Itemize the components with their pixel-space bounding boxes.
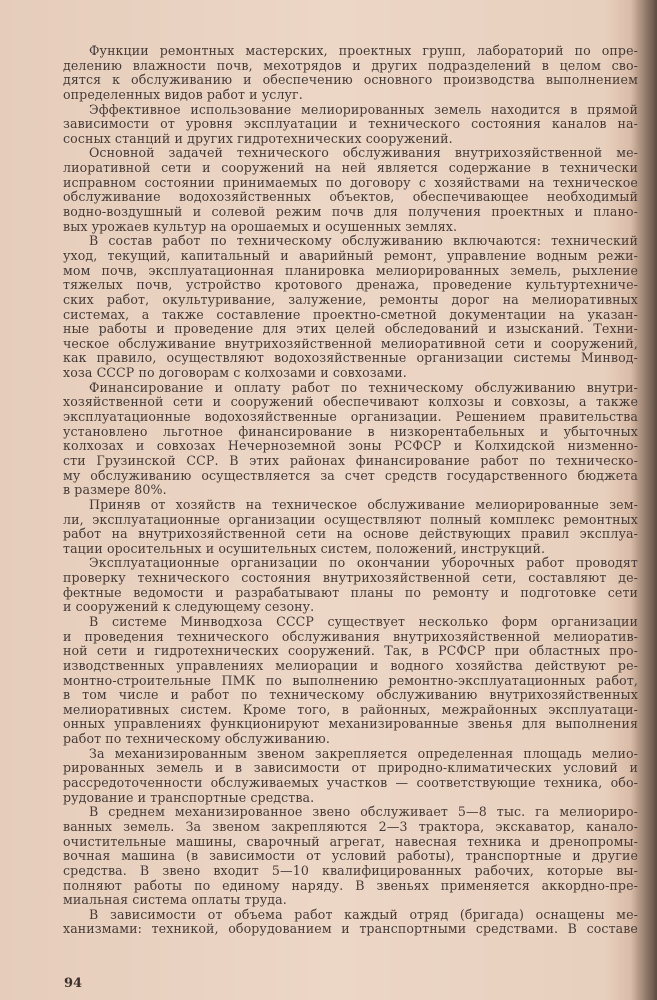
paragraph — [63, 234, 638, 380]
text-line: За механизированным звеном закрепляется определенная площадь мелио- — [89, 745, 638, 761]
text-line: водно-воздушный и солевой режим почв для получения проектных и плано- — [63, 204, 638, 220]
paragraph — [63, 805, 638, 907]
text-line: хозяйственной сети и сооружений обеспечивают колхозы и совхозы, а также — [63, 394, 638, 410]
text-line: В системе Минводхоза СССР существует несколько форм организации — [89, 613, 638, 629]
text-line: определенных видов работ и услуг. — [63, 86, 303, 102]
text-line: монтно-строительные ПМК по выполнению ремонтно-эксплуатационных работ, — [63, 672, 638, 688]
text-line: В зависимости от объема работ каждый отряд (бригада) оснащены ме- — [89, 906, 638, 922]
text-line: Основной задачей технического обслуживания внутрихозяйственной ме- — [89, 145, 638, 161]
paragraph — [63, 498, 638, 557]
text-line: установлено льготное финансирование в низкорентабельных и убыточных — [63, 423, 638, 439]
text-line: проверку технического состояния внутрихозяйственной сети, составляют де- — [63, 570, 638, 586]
text-line: средства. В звено входит 5—10 квалифицированных рабочих, которые вы- — [63, 862, 638, 878]
paragraph — [63, 103, 638, 147]
text-line: работ на внутрихозяйственной сети на основе действующих правил эксплуа- — [63, 526, 638, 542]
text-line: Финансирование и оплату работ по техническому обслуживанию внутри- — [89, 379, 638, 395]
text-line: в том числе и работ по техническому обслуживанию внутрихозяйственных — [63, 687, 638, 703]
paragraph — [63, 146, 638, 234]
text-line: мом почв, эксплуатационная планировка мелиорированных земель, рыхление — [63, 262, 638, 278]
text-line: тации оросительных и осушительных систем, положений, инструкций. — [63, 540, 546, 556]
text-line: дятся к обслуживанию и обеспечению основного производства выполнением — [63, 72, 638, 88]
text-line: В среднем механизированное звено обслуживает 5—8 тыс. га мелиориро- — [89, 804, 638, 820]
text-line: ли, эксплуатационные организации осуществляют полный комплекс ремонтных — [63, 511, 638, 527]
text-line: ванных земель. За звеном закрепляются 2—3 трактора, экскаватор, канало- — [63, 818, 638, 834]
text-line: Эффективное использование мелиорированных земель находится в прямой — [89, 101, 638, 117]
text-line: зависимости от уровня эксплуатации и технического состояния каналов на- — [63, 116, 638, 132]
text-line: онных управлениях функционируют механизированные звенья для выполнения — [63, 716, 638, 732]
text-line: полняют работы по единому наряду. В звеньях применяется аккордно-пре- — [63, 877, 638, 893]
text-line: системах, а также составление проектно-сметной документации на указан- — [63, 306, 638, 322]
text-line: делению влажности почв, мехотрядов и других подразделений в целом сво- — [63, 57, 638, 73]
text-line: рассредоточенности обслуживаемых участков — соответствующие техника, обо- — [63, 775, 638, 791]
text-line: миальная система оплаты труда. — [63, 892, 287, 908]
text-line: рированных земель и в зависимости от природно-климатических условий и — [63, 760, 638, 776]
page-number: 94 — [64, 976, 83, 991]
text-line: хоза СССР по договорам с колхозами и совхозами. — [63, 365, 407, 381]
text-line: му обслуживанию осуществляется за счет средств государственного бюджета — [63, 467, 638, 483]
text-line: сти Грузинской ССР. В этих районах финансирование работ по техническо- — [63, 452, 638, 468]
paragraph — [63, 381, 638, 498]
text-line: работ по техническому обслуживанию. — [63, 731, 330, 747]
text-line: ные работы и проведение для этих целей обследований и изысканий. Техни- — [63, 321, 638, 337]
paragraph — [63, 615, 638, 747]
text-line: вых урожаев культур на орошаемых и осушенных землях. — [63, 218, 458, 234]
text-line: тяжелых почв, устройство кротового дренажа, проведение культуртехниче- — [63, 277, 638, 293]
text-line: Функции ремонтных мастерских, проектных групп, лабораторий по опре- — [89, 43, 638, 58]
text-line: фектные ведомости и разрабатывают планы по ремонту и подготовке сети — [63, 584, 638, 600]
text-line: ских работ, окультуривание, залужение, ремонты дорог на мелиоративных — [63, 291, 638, 307]
text-line: изводственных управлениях мелиорации и водного хозяйства действуют ре- — [63, 657, 638, 673]
text-line: сосных станций и других гидротехнических сооружений. — [63, 130, 453, 146]
text-line: и сооружений к следующему сезону. — [63, 599, 315, 615]
paragraph — [63, 44, 638, 103]
text-line: исправном состоянии принимаемых по договору с хозяйствами на техническое — [63, 174, 638, 190]
text-line: как правило, осуществляют водохозяйственные организации системы Минвод- — [63, 350, 638, 366]
text-line: ной сети и гидротехнических сооружений. Так, в РСФСР при областных про- — [63, 643, 638, 659]
text-line: лиоративной сети и сооружений на ней является содержание в технически — [63, 160, 638, 176]
text-line: ческое обслуживание внутрихозяйственной мелиоративной сети и сооружений, — [63, 335, 638, 351]
paragraph — [63, 556, 638, 615]
text-line: очистительные машины, сварочный агрегат, навесная техника и дренопромы- — [63, 833, 638, 849]
text-line: мелиоративных систем. Кроме того, в районных, межрайонных эксплуатаци- — [63, 701, 638, 717]
text-line: колхозах и совхозах Нечерноземной зоны РСФСР и Колхидской низменно- — [63, 438, 638, 454]
text-line: Эксплуатационные организации по окончании уборочных работ проводят — [89, 555, 638, 571]
text-line: в размере 80%. — [63, 482, 167, 498]
text-line: рудование и транспортные средства. — [63, 789, 315, 805]
text-line: Приняв от хозяйств на техническое обслуживание мелиорированные зем- — [89, 496, 638, 512]
paragraph — [63, 908, 638, 937]
text-line: В состав работ по техническому обслуживанию включаются: технический — [89, 233, 638, 249]
text-line: и проведения технического обслуживания внутрихозяйственной мелиоратив- — [63, 628, 638, 644]
page-body-text — [63, 44, 638, 937]
text-line: обслуживание водохозяйственных объектов, обеспечивающее необходимый — [63, 189, 638, 205]
text-line: эксплуатационные водохозяйственные организации. Решением правительства — [63, 409, 638, 425]
text-line: ханизмами: техникой, оборудованием и транспортными средствами. В составе — [63, 921, 638, 937]
paragraph — [63, 747, 638, 806]
text-line: вочная машина (в зависимости от условий работы), транспортные и другие — [63, 848, 638, 864]
text-line: уход, текущий, капитальный и аварийный ремонт, управление водным режи- — [63, 247, 638, 263]
